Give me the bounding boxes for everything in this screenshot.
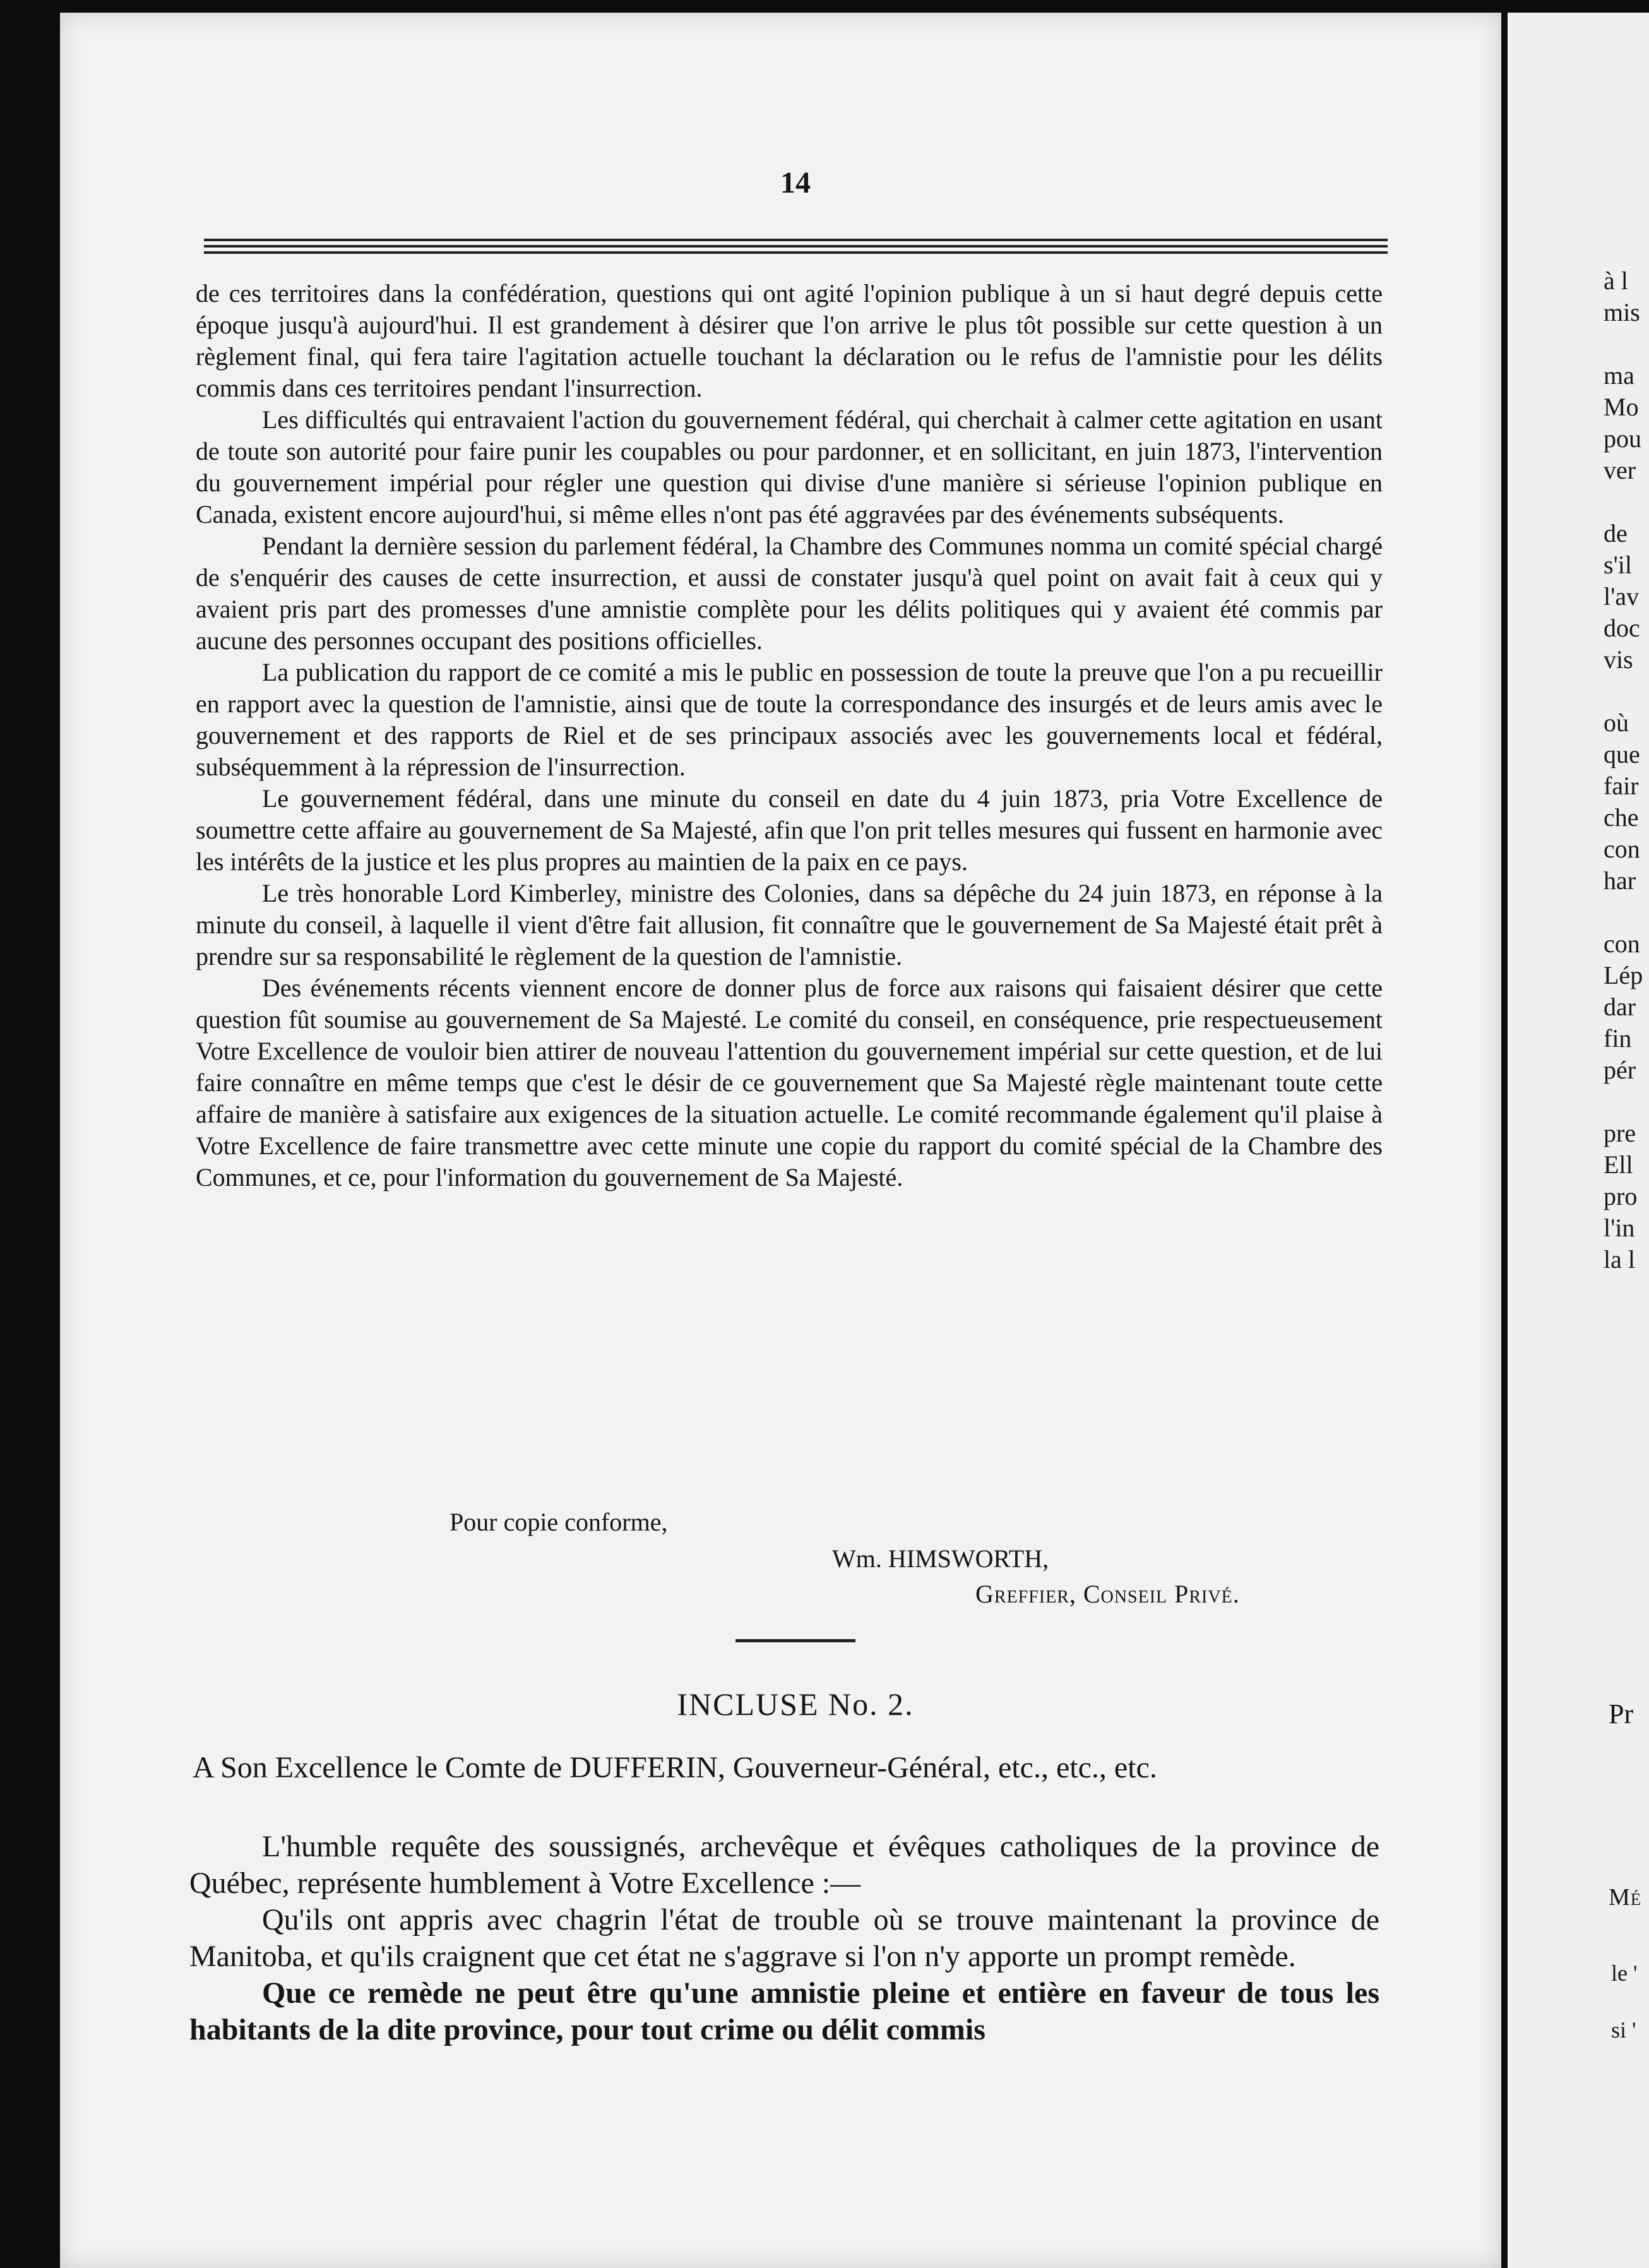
section-separator	[735, 1639, 855, 1642]
fragment: vis	[1604, 645, 1633, 674]
fragment: har	[1604, 866, 1636, 895]
fragment: à l	[1604, 266, 1628, 295]
fragment	[1604, 1086, 1649, 1118]
fragment: pro	[1604, 1182, 1638, 1210]
fragment: Mo	[1604, 393, 1639, 421]
paragraph: Le très honorable Lord Kimberley, ministre des Colonies, dans sa dépêche du 24 juin 1873, en réponse à la minute du conseil, à laquelle il vient d'être fait allusion, fit connaître que le gouvernement de Sa Majesté était prêt à prendre sur sa responsabilité le règlement de la question de l'amnistie.	[196, 879, 1383, 970]
fragment: Mé	[1609, 1884, 1642, 1911]
body-text	[196, 278, 1383, 1193]
signatory-name: Wm. HIMSWORTH,	[832, 1544, 1049, 1573]
fragment: pér	[1604, 1056, 1636, 1084]
fragment: le '	[1611, 1961, 1638, 1986]
paragraph: L'humble requête des soussignés, archevêque et évêques catholiques de la province de Québec, représente humblement à Votre Excellence :—	[189, 1830, 1379, 1900]
paragraph: La publication du rapport de ce comité a mis le public en possession de toute la preuve que l'on a pu recueillir en rapport avec la question de l'amnistie, ainsi que de toute la correspondance des insurgés et de leurs amis avec le gouvernement et des rapports de Riel et de ses principaux associés avec les gouvernements local et fédéral, subséquemment à la répression de l'insurrection.	[196, 658, 1383, 781]
fragment: con	[1604, 835, 1640, 863]
fragment: doc	[1604, 614, 1640, 642]
header-double-rule	[204, 239, 1388, 258]
fragment: dar	[1604, 993, 1636, 1021]
signatory-title: Greffier, Conseil Privé.	[975, 1580, 1240, 1608]
certification-line: Pour copie conforme,	[449, 1508, 668, 1536]
paragraph: Le gouvernement fédéral, dans une minute du conseil en date du 4 juin 1873, pria Votre Excellence de soumettre cette affaire au gouvernement de Sa Majesté, afin que l'on prit telles mesures qui fussent en harmonie avec les intérêts de la justice et les plus propres au maintien de la paix en ce pays.	[196, 784, 1383, 876]
inclusion-heading: INCLUSE No. 2.	[677, 1686, 914, 1722]
fragment	[1604, 897, 1649, 928]
fragment: pre	[1604, 1119, 1636, 1147]
fragment: si '	[1611, 2017, 1636, 2043]
paragraph: de ces territoires dans la confédération, questions qui ont agité l'opinion publique à un si haut degré depuis cette époque jusqu'à aujourd'hui. Il est grandement à désirer que l'on arrive le plus tôt possible sur cette question à un règlement final, qui fera taire l'agitation actuelle touchant la déclaration ou le refus de l'amnistie pour les délits commis dans ces territoires pendant l'insurrection.	[196, 279, 1383, 402]
fragment: con	[1604, 929, 1640, 958]
fragment: l'av	[1604, 582, 1640, 611]
paragraph: Les difficultés qui entravaient l'action du gouvernement fédéral, qui cherchait à calmer cette agitation en usant de toute son autorité pour faire punir les coupables ou pour pardonner, et en sollicitant, en juin 1873, l'intervention du gouvernement impérial pour régler une question qui divise d'une manière si sérieuse l'opinion publique en Canada, existent encore aujourd'hui, si même elles n'ont pas été aggravées par des événements subséquents.	[196, 405, 1383, 528]
fragment: de	[1604, 519, 1628, 547]
fragment: fin	[1604, 1024, 1632, 1053]
fragment	[1604, 486, 1649, 518]
fragment: l'in	[1604, 1214, 1635, 1242]
paragraph: Des événements récents viennent encore de donner plus de force aux raisons qui faisaient désirer que cette question fût soumise au gouvernement de Sa Majesté. Le comité du conseil, en conséquence, prie respectueusement Votre Excellence de vouloir bien attirer de nouveau l'attention du gouvernement impérial sur cette question, et de lui faire connaître en même temps que c'est le désir de ce gouvernement que Sa Majesté règle maintenant toute cette affaire de manière à satisfaire aux exigences de la situation actuelle. Le comité recommande également qu'il plaise à Votre Excellence de faire transmettre avec cette minute une copie du rapport du comité spécial de la Chambre des Communes, et ce, pour l'information du gouvernement de Sa Majesté.	[196, 974, 1383, 1191]
fragment: Ell	[1604, 1150, 1633, 1179]
paragraph: Que ce remède ne peut être qu'une amnistie pleine et entière en faveur de tous les habitants de la dite province, pour tout crime ou délit commis	[189, 1976, 1379, 2046]
adjacent-page-text	[1604, 265, 1649, 1275]
fragment	[1604, 328, 1649, 360]
fragment: mis	[1604, 298, 1640, 326]
page-number: 14	[780, 166, 811, 200]
fragment: pou	[1604, 424, 1641, 453]
paragraph: Qu'ils ont appris avec chagrin l'état de trouble où se trouve maintenant la province de Manitoba, et qu'ils craignent que cet état ne s'aggrave si l'on n'y apporte un prompt remède.	[189, 1903, 1379, 1973]
fragment: fair	[1604, 772, 1639, 800]
fragment: où	[1604, 708, 1629, 737]
fragment: Lép	[1604, 961, 1643, 989]
petition-text	[189, 1829, 1379, 2048]
fragment: Pr	[1609, 1698, 1634, 1729]
fragment: la l	[1604, 1245, 1635, 1274]
fragment: que	[1604, 740, 1640, 768]
fragment	[1604, 676, 1649, 707]
fragment: ma	[1604, 361, 1634, 390]
fragment: ver	[1604, 456, 1636, 484]
fragment: s'il	[1604, 551, 1632, 579]
paragraph: Pendant la dernière session du parlement fédéral, la Chambre des Communes nomma un comité spécial chargé de s'enquérir des causes de cette insurrection, et aussi de constater jusqu'à quel point on avait fait à ceux qui y avaient pris part des promesses d'une amnistie complète pour les délits politiques qui y avaient été commis par aucune des personnes occupant des positions officielles.	[196, 532, 1383, 655]
inclusion-addressee: A Son Excellence le Comte de DUFFERIN, Gouverneur-Général, etc., etc., etc.	[193, 1751, 1157, 1784]
fragment: che	[1604, 803, 1639, 832]
